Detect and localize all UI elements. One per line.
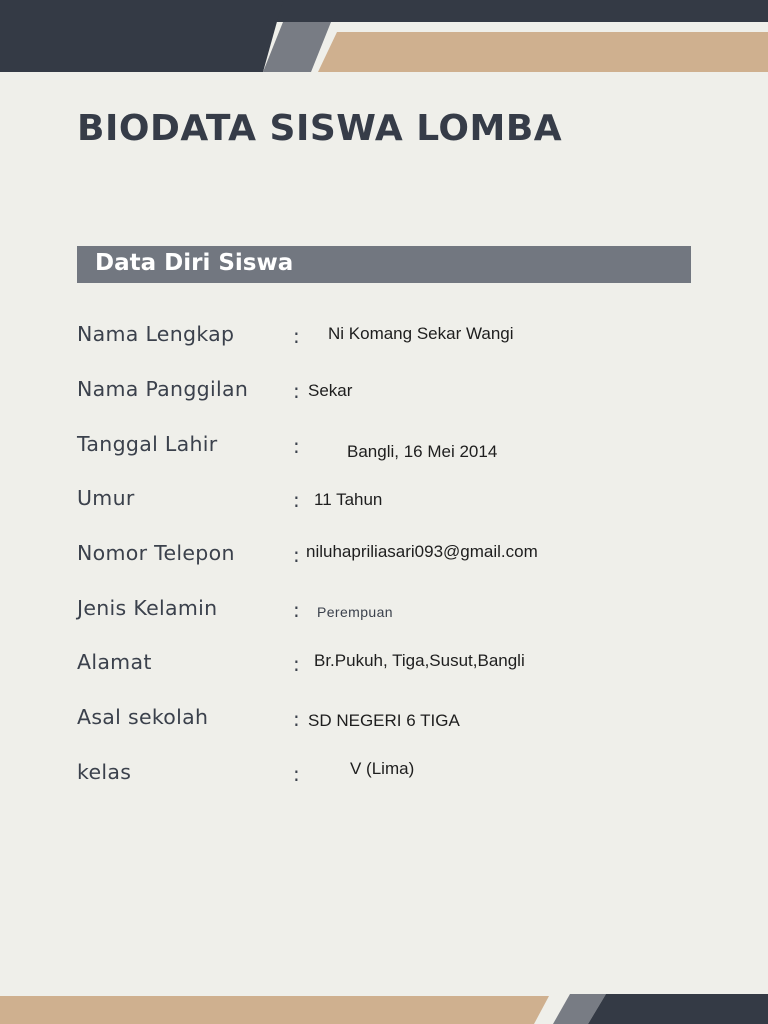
field-value: Bangli, 16 Mei 2014 (347, 442, 498, 461)
field-value: V (Lima) (350, 759, 415, 778)
bottom-decoration (0, 994, 768, 1024)
field-colon: : (293, 434, 300, 458)
field-colon: : (293, 652, 300, 676)
field-value: SD NEGERI 6 TIGA (308, 711, 460, 730)
field-colon: : (293, 598, 300, 622)
field-value: Perempuan (317, 604, 393, 620)
field-label: Nama Panggilan (77, 377, 249, 401)
section-title: Data Diri Siswa (95, 250, 294, 276)
field-colon: : (293, 762, 300, 786)
top-decoration (0, 0, 768, 80)
field-label: Asal sekolah (77, 705, 209, 729)
page-title: BIODATA SISWA LOMBA (77, 108, 563, 149)
top-dark-block (0, 0, 283, 72)
field-colon: : (293, 379, 300, 403)
top-tan-stripe (318, 32, 768, 72)
field-label: kelas (77, 760, 132, 784)
field-label: Umur (77, 486, 135, 510)
field-colon: : (293, 488, 300, 512)
field-value: niluhapriliasari093@gmail.com (306, 542, 538, 561)
field-colon: : (293, 707, 300, 731)
section-header (77, 246, 691, 283)
field-label: Nomor Telepon (77, 541, 235, 565)
field-value: Ni Komang Sekar Wangi (328, 324, 514, 343)
field-value: Br.Pukuh, Tiga,Susut,Bangli (314, 651, 525, 670)
field-label: Jenis Kelamin (77, 596, 218, 620)
bottom-dark-block (588, 994, 768, 1024)
field-colon: : (293, 543, 300, 567)
field-colon: : (293, 324, 300, 348)
field-label: Nama Lengkap (77, 322, 235, 346)
field-value: 11 Tahun (314, 490, 383, 509)
bottom-tan-stripe (0, 996, 549, 1024)
field-label: Alamat (77, 650, 152, 674)
field-value: Sekar (308, 381, 353, 400)
field-label: Tanggal Lahir (77, 432, 218, 456)
